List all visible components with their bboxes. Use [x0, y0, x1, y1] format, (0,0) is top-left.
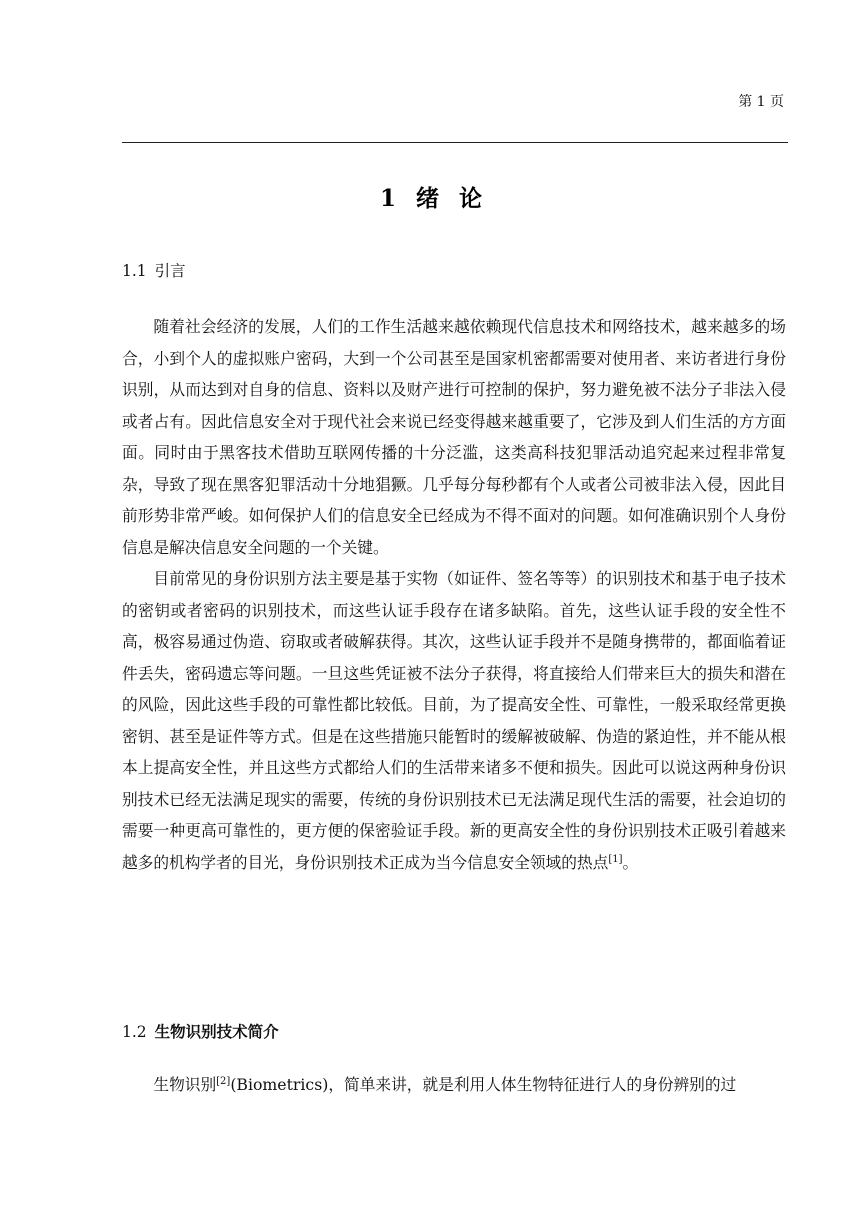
page-number: 第 1 页 — [738, 94, 784, 110]
paragraph-with-citation — [122, 563, 786, 878]
citation-ref: [2] — [216, 1075, 231, 1087]
chapter-title: 1 绪 论 — [379, 185, 489, 212]
paragraph-lead: 生物识别 — [153, 1075, 217, 1094]
paragraph-text: 目前常见的身份识别方法主要是基于实物（如证件、签名等等）的识别技术和基于电子技术的密钥或者密码的识别技术，而这些认证手段存在诸多缺陷。首先，这些认证手段的安全性不高，极容易通过伪造、窃取或者破解获得。其次，这些认证手段并不是随身携带的，都面临着证件丢失，密码遗忘等问题。一旦这些凭证被不法分子获得，将直接给人们带来巨大的损失和潜在的风险，因此这些手段的可靠性都比较低。目前，为了提高安全性、可靠性，一般采取经常更换密钥、甚至是证件等方式。但是在这些措施只能暂时的缓解被破解、伪造的紧迫性，并不能从根本上提高安全性，并且这些方式都给人们的生活带来诸多不便和损失。因此可以说这两种身份识别技术已经无法满足现实的需要，传统的身份识别技术已无法满足现代生活的需要，社会迫切的需要一种更高可靠性的，更方便的保密验证手段。新的更高安全性的身份识别技术正吸引着越来越多的机构学者的目光，身份识别技术正成为当今信息安全领域的热点 — [122, 569, 786, 872]
section-number: 1.2 — [122, 1023, 147, 1041]
paragraph-rest: (Biometrics)，简单来讲，就是利用人体生物特征进行人的身份辨别的过 — [230, 1075, 737, 1094]
paragraph-end: 。 — [622, 852, 639, 872]
section-1-1-body — [122, 311, 786, 878]
header-rule — [122, 142, 788, 143]
section-number: 1.1 — [122, 262, 147, 280]
section-title: 引言 — [154, 262, 186, 280]
section-heading-1-1 — [122, 259, 186, 281]
citation-ref: [1] — [608, 853, 623, 865]
paragraph: 随着社会经济的发展，人们的工作生活越来越依赖现代信息技术和网络技术，越来越多的场合，小到个人的虚拟账户密码，大到一个公司甚至是国家机密都需要对使用者、来访者进行身份识别，从而达到对自身的信息、资料以及财产进行可控制的保护，努力避免被不法分子非法入侵或者占有。因此信息安全对于现代社会来说已经变得越来越重要了，它涉及到人们生活的方方面面。同时由于黑客技术借助互联网传播的十分泛滥，这类高科技犯罪活动追究起来过程非常复杂，导致了现在黑客犯罪活动十分地猖獗。几乎每分每秒都有个人或者公司被非法入侵，因此目前形势非常严峻。如何保护人们的信息安全已经成为不得不面对的问题。如何准确识别个人身份信息是解决信息安全问题的一个关键。 — [122, 317, 786, 557]
section-title: 生物识别技术简介 — [154, 1022, 279, 1041]
paragraph — [122, 1069, 786, 1101]
section-1-2-body — [122, 1069, 786, 1101]
section-heading-1-2 — [122, 1020, 279, 1042]
